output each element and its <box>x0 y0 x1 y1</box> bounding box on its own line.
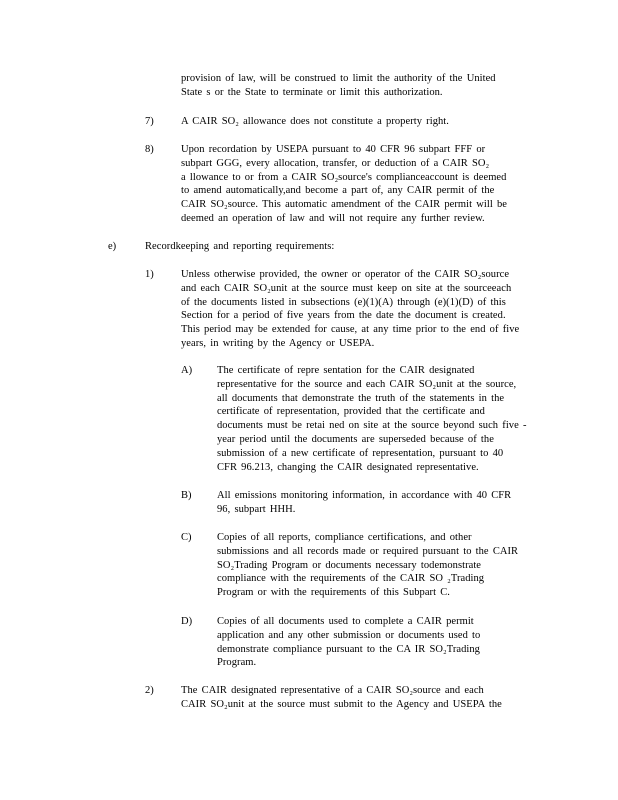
section-heading-recordkeeping <box>145 240 334 254</box>
text-line: years, in writing by the Agency or USEPA. <box>181 337 375 349</box>
text-line: Upon recordation by USEPA pursuant to 40 CFR 96 subpart FFF or <box>181 144 486 155</box>
text-line: CAIR SO₂unit at the source must submit to the Agency and USEPA the <box>181 698 502 710</box>
text-line: Program. <box>217 657 257 669</box>
text-line: Recordkeeping and reporting requirements: <box>145 241 335 252</box>
text-line: submissions and all records made or required pursuant to the CAIR <box>217 545 519 557</box>
text-line: compliance with the requirements of the CAIR SO ₂Trading <box>217 573 485 585</box>
text-line: application and any other submission or documents used to <box>217 629 481 641</box>
text-line: subpart GGG, every allocation, transfer, or deduction of a CAIR SO₂ <box>181 157 490 169</box>
list-marker-C: C) <box>181 532 192 543</box>
list-marker-D: D) <box>181 616 193 627</box>
paragraph-continuation <box>181 72 496 100</box>
list-marker-8: 8) <box>145 144 154 155</box>
text-line: The certificate of repre sentation for the CAIR designated <box>217 365 475 376</box>
text-line: All emissions monitoring information, in accordance with 40 CFR <box>217 490 512 501</box>
text-line: CFR 96.213, changing the CAIR designated representative. <box>217 461 479 473</box>
text-line: This period may be extended for cause, at any time prior to the end of five <box>181 324 520 336</box>
text-line: SO₂Trading Program or documents necessary todemonstrate <box>217 559 482 571</box>
list-marker-7: 7) <box>145 116 154 127</box>
text-line: Copies of all documents used to complete a CAIR permit <box>217 616 474 627</box>
text-line: submission of a new certificate of representation, pursuant to 40 <box>217 447 504 459</box>
text-line: CAIR SO₂source. This automatic amendment of the CAIR permit will be <box>181 199 507 211</box>
list-marker-1: 1) <box>145 269 154 280</box>
paragraph-item-e1 <box>181 268 519 351</box>
paragraph-item-B <box>217 489 511 517</box>
text-line: Section for a period of five years from the date the document is created. <box>181 310 506 322</box>
paragraph-item-7 <box>181 115 449 129</box>
list-marker-A: A) <box>181 365 193 376</box>
text-line: a llowance to or from a CAIR SO₂source's complianceaccount is deemed <box>181 171 507 183</box>
text-line: certificate of representation, provided that the certificate and <box>217 406 485 418</box>
text-line: to amend automatically,and become a part of, any CAIR permit of the <box>181 185 495 197</box>
text-line: of the documents listed in subsections (e)(1)(A) through (e)(1)(D) of this <box>181 296 506 308</box>
text-line: A CAIR SO₂ allowance does not constitute a property right. <box>181 116 449 127</box>
text-line: and each CAIR SO₂unit at the source must keep on site at the sourceeach <box>181 282 512 294</box>
text-line: The CAIR designated representative of a CAIR SO₂source and each <box>181 685 484 696</box>
text-line: State s or the State to terminate or limit this authorization. <box>181 86 443 98</box>
paragraph-item-D <box>217 615 480 670</box>
text-line: year period until the documents are superseded because of the <box>217 433 494 445</box>
text-line: documents must be retai ned on site at the source beyond such five - <box>217 420 527 432</box>
list-marker-B: B) <box>181 490 192 501</box>
text-line: deemed an operation of law and will not require any further review. <box>181 212 485 224</box>
text-line: Program or with the requirements of this Subpart C. <box>217 587 450 599</box>
list-marker-2: 2) <box>145 685 154 696</box>
paragraph-item-C <box>217 531 518 600</box>
text-line: representative for the source and each CAIR SO₂unit at the source, <box>217 378 517 390</box>
text-line: all documents that demonstrate the truth of the statements in the <box>217 392 505 404</box>
text-line: 96, subpart HHH. <box>217 503 296 515</box>
text-line: Unless otherwise provided, the owner or operator of the CAIR SO₂source <box>181 269 510 280</box>
list-marker-e: e) <box>108 241 117 252</box>
text-line: Copies of all reports, compliance certifications, and other <box>217 532 472 543</box>
text-line: demonstrate compliance pursuant to the CA IR SO₂Trading <box>217 643 480 655</box>
paragraph-item-e2 <box>181 684 502 712</box>
paragraph-item-8 <box>181 143 507 226</box>
text-line: provision of law, will be construed to limit the authority of the United <box>181 73 496 84</box>
paragraph-item-A <box>217 364 527 474</box>
